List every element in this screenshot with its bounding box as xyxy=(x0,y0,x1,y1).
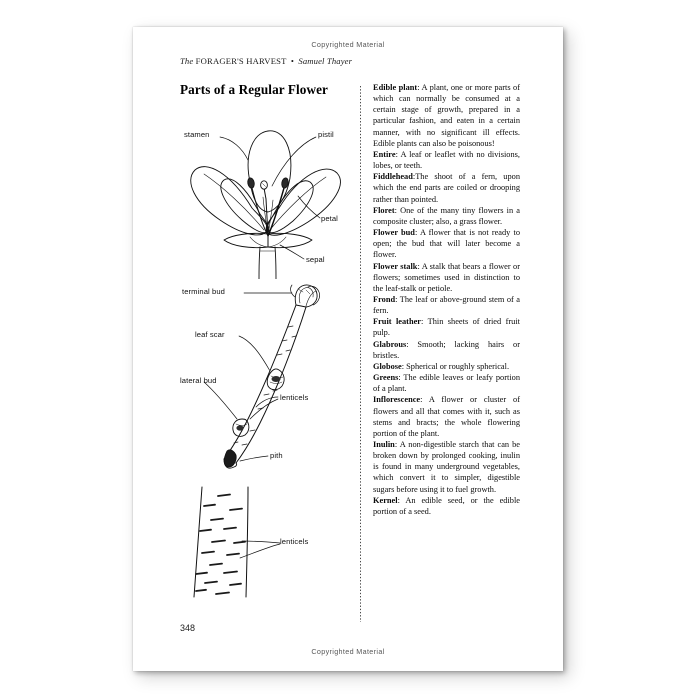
book-page xyxy=(133,27,563,671)
glossary-entry xyxy=(373,394,520,439)
flower-label-pistil: pistil xyxy=(318,130,334,139)
page-number: 348 xyxy=(180,623,196,633)
twig-label-pith: pith xyxy=(270,451,283,460)
twig-label-leaf-scar: leaf scar xyxy=(195,330,225,339)
glossary-term: Entire xyxy=(373,149,396,159)
glossary-term: Edible plant xyxy=(373,83,418,92)
twig-label-lateral-bud: lateral bud xyxy=(180,376,217,385)
glossary-term: Frond xyxy=(373,294,396,304)
glossary-entry xyxy=(373,171,520,204)
glossary-definition: : Smooth; lacking hairs or bristles. xyxy=(373,339,520,360)
left-column xyxy=(180,82,352,619)
glossary-entry xyxy=(373,316,520,338)
glossary-entry xyxy=(373,149,520,171)
glossary-entry xyxy=(373,227,520,260)
glossary-entry xyxy=(373,82,520,149)
glossary-term: Globose xyxy=(373,361,402,371)
flower-label-sepal: sepal xyxy=(306,255,325,264)
glossary-definition: : Thin sheets of dried fruit pulp. xyxy=(373,317,520,338)
glossary-term: Fiddlehead xyxy=(373,172,413,182)
glossary-term: Floret xyxy=(373,205,395,215)
page-body xyxy=(180,82,520,627)
glossary-column xyxy=(373,82,520,517)
glossary-entry xyxy=(373,372,520,394)
flower-label-petal: petal xyxy=(321,214,338,223)
glossary-entry xyxy=(373,261,520,294)
bark-lenticels-diagram xyxy=(180,479,352,619)
glossary-term: Inulin xyxy=(373,440,395,449)
glossary-term: Flower stalk xyxy=(373,261,418,271)
glossary-definition: : A stalk that bears a flower or flowers; sometimes used in distinction to the leaf-stalk or petiole. xyxy=(373,261,520,293)
copyright-notice-bottom: Copyrighted Material xyxy=(311,647,385,656)
glossary-entry xyxy=(373,294,520,316)
bark-illustration xyxy=(180,479,352,619)
glossary-definition: :The shoot of a fern, upon which the end parts are coiled or drooping rather than pointed. xyxy=(373,172,520,204)
glossary-definition: : A flower that is not ready to open; the bud that will later become a flower. xyxy=(373,228,520,260)
glossary-entry xyxy=(373,495,520,517)
glossary-definition: : An edible seed, or the edible portion of a seed. xyxy=(373,495,520,516)
glossary-term: Greens xyxy=(373,373,399,383)
twig-diagram xyxy=(180,279,352,479)
glossary-definition: : Spherical or roughly spherical. xyxy=(401,361,510,371)
running-head-book-title: FORAGER'S HARVEST xyxy=(195,56,287,66)
bark-label-lenticels: lenticels xyxy=(280,537,309,546)
glossary-term: Flower bud xyxy=(373,228,415,238)
glossary-term: Inflorescence xyxy=(373,395,421,405)
section-title: Parts of a Regular Flower xyxy=(180,82,329,97)
glossary-definition: : A plant, one or more parts of which can normally be consumed at a certain stage of growth, prepared in a particular fashion, and eaten in a certain manner, with no significant ill effects. Edible plants can also be poisonous! xyxy=(373,83,521,148)
glossary-definition: : A non-digestible starch that can be broken down by prolonged cooking, inulin is found in many underground vegetables, which convert it to simpler, digestible sugars before using it to fuel growth. xyxy=(373,440,520,494)
column-divider xyxy=(360,86,361,622)
glossary-entry xyxy=(373,361,520,372)
glossary-term: Kernel xyxy=(373,495,398,505)
glossary-definition: : The leaf or above-ground stem of a fern. xyxy=(373,294,520,316)
flower-label-stamen: stamen xyxy=(184,130,210,139)
glossary-entry xyxy=(373,439,520,495)
glossary-entry xyxy=(373,339,520,361)
glossary-definition: : The edible leaves or leafy portion of a plant. xyxy=(373,373,520,394)
running-head-article: The xyxy=(180,56,194,66)
running-head-separator: • xyxy=(290,56,295,66)
copyright-notice-top: Copyrighted Material xyxy=(311,40,385,49)
glossary-term: Glabrous xyxy=(373,339,407,349)
glossary-definition: : A leaf or leaflet with no divisions, lobes, or teeth. xyxy=(373,149,520,171)
regular-flower-diagram xyxy=(180,104,352,279)
glossary-term: Fruit leather xyxy=(373,317,421,327)
glossary-entry xyxy=(373,205,520,227)
running-head xyxy=(180,56,352,66)
twig-label-terminal-bud: terminal bud xyxy=(182,287,225,296)
running-head-author: Samuel Thayer xyxy=(298,56,353,66)
glossary-definition: : A flower or cluster of flowers and all that comes with it, such as stems and bracts; the whole flowering portion of the plant. xyxy=(373,395,520,438)
glossary-definition: : One of the many tiny flowers in a composite cluster; also, a grass flower. xyxy=(373,205,520,226)
twig-label-lenticels: lenticels xyxy=(280,393,309,402)
